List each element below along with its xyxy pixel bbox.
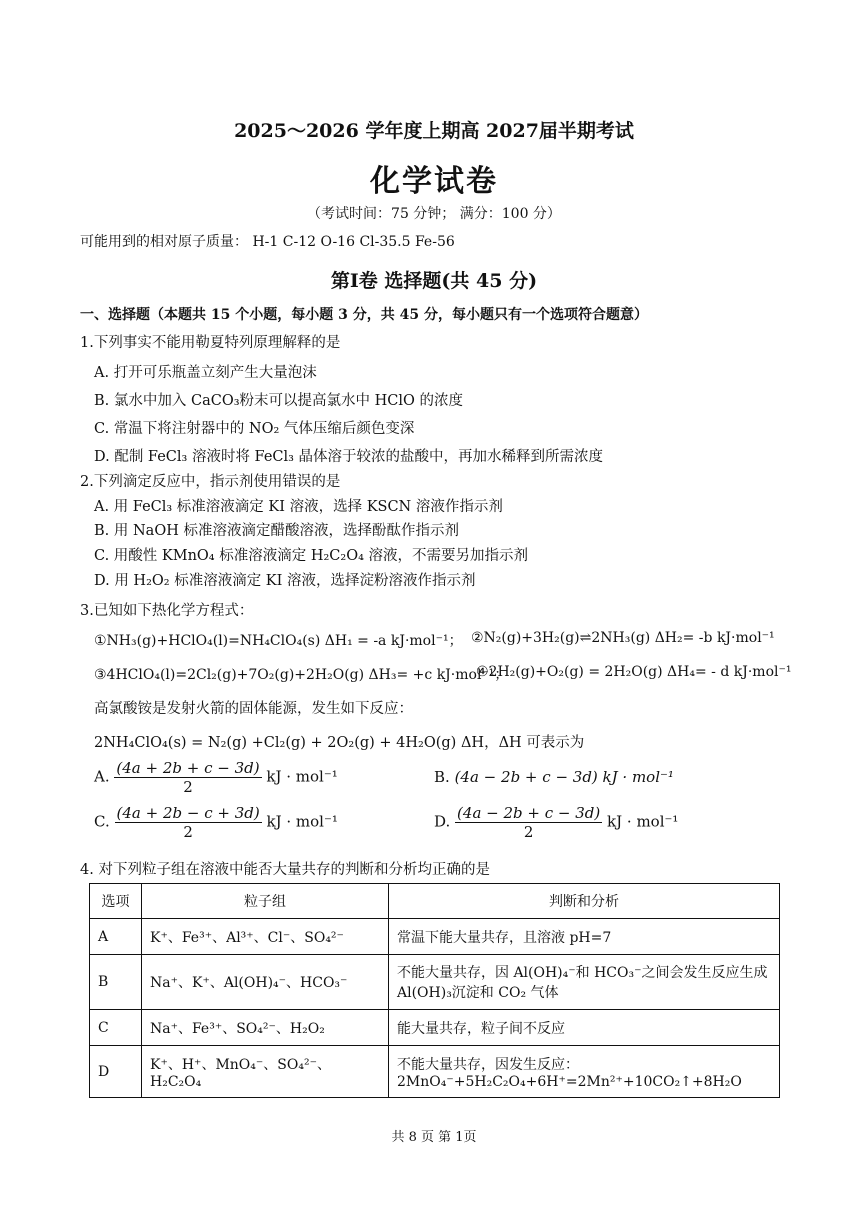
fraction — [114, 759, 261, 796]
question-3-stem: 3.已知如下热化学方程式： — [80, 603, 254, 619]
option-label: A. — [94, 767, 110, 786]
table-cell: K⁺、Fe³⁺、Al³⁺、Cl⁻、SO₄²⁻ — [142, 919, 389, 955]
atomic-masses: 可能用到的相对原子质量： H-1 C-12 O-16 Cl-35.5 Fe-56 — [80, 234, 455, 250]
table-cell: 能大量共存，粒子间不反应 — [389, 1010, 780, 1046]
table-cell: K⁺、H⁺、MnO₄⁻、SO₄²⁻、H₂C₂O₄ — [142, 1046, 389, 1098]
question-2-option-d: D. 用 H₂O₂ 标准溶液滴定 KI 溶液，选择淀粉溶液作指示剂 — [94, 573, 476, 589]
question-1-option-c: C. 常温下将注射器中的 NO₂ 气体压缩后颜色变深 — [94, 421, 415, 437]
q4-table — [89, 883, 780, 1098]
denominator: 2 — [523, 823, 534, 841]
exam-title: 2025～2026 学年度上期高 2027届半期考试 — [234, 120, 634, 142]
exam-info: （考试时间：75 分钟； 满分：100 分） — [307, 206, 561, 222]
table-header: 判断和分析 — [389, 884, 780, 919]
page-footer: 共 8 页 第 1页 — [391, 1130, 477, 1145]
question-4-stem: 4. 对下列粒子组在溶液中能否大量共存的判断和分析均正确的是 — [80, 862, 490, 878]
question-3-option-b — [434, 768, 674, 786]
fraction — [115, 804, 262, 841]
question-2-option-c: C. 用酸性 KMnO₄ 标准溶液滴定 H₂C₂O₄ 溶液，不需要另加指示剂 — [94, 548, 529, 564]
question-2-option-a: A. 用 FeCl₃ 标准溶液滴定 KI 溶液，选择 KSCN 溶液作指示剂 — [94, 499, 503, 515]
table-cell: D — [90, 1046, 142, 1098]
equation-4: ④2H₂(g)+O₂(g) = 2H₂O(g) ΔH₄= - d kJ·mol⁻¹ — [476, 664, 792, 680]
equation-2: ②N₂(g)+3H₂(g)⇌2NH₃(g) ΔH₂= -b kJ·mol⁻¹ — [471, 630, 775, 646]
table-row — [90, 919, 780, 955]
table-cell: C — [90, 1010, 142, 1046]
question-3-context: 高氯酸铵是发射火箭的固体能源，发生如下反应： — [94, 701, 413, 717]
question-1-stem: 1.下列事实不能用勒夏特列原理解释的是 — [80, 335, 341, 351]
unit: kJ · mol⁻¹ — [607, 812, 679, 831]
table-cell: Na⁺、K⁺、Al(OH)₄⁻、HCO₃⁻ — [142, 955, 389, 1010]
question-2-stem: 2.下列滴定反应中，指示剂使用错误的是 — [80, 474, 341, 490]
table-header: 粒子组 — [142, 884, 389, 919]
numerator: (4a + 2b − c + 3d) — [116, 804, 260, 822]
numerator: (4a + 2b + c − 3d) — [116, 759, 260, 777]
question-2-option-b: B. 用 NaOH 标准溶液滴定醋酸溶液，选择酚酞作指示剂 — [94, 523, 459, 539]
table-header: 选项 — [90, 884, 142, 919]
table-cell: 不能大量共存，因 Al(OH)₄⁻和 HCO₃⁻之间会发生反应生成 Al(OH)₃沉淀和 CO₂ 气体 — [389, 955, 780, 1010]
section-title: 一、选择题（本题共 15 个小题，每小题 3 分，共 45 分，每小题只有一个选项符合题意） — [80, 307, 648, 323]
question-1-option-d: D. 配制 FeCl₃ 溶液时将 FeCl₃ 晶体溶于较浓的盐酸中，再加水稀释到所需浓度 — [94, 449, 604, 465]
question-3-option-c — [94, 804, 338, 841]
unit: kJ · mol⁻¹ — [266, 812, 338, 831]
unit: kJ · mol⁻¹ — [266, 767, 338, 786]
option-text: (4a − 2b + c − 3d) kJ · mol⁻¹ — [454, 768, 674, 786]
question-3-option-d — [434, 804, 678, 841]
option-label: B. — [434, 768, 450, 786]
equation-3: ③4HClO₄(l)=2Cl₂(g)+7O₂(g)+2H₂O(g) ΔH₃= +c kJ·mol⁻¹； — [94, 667, 509, 683]
table-cell: 不能大量共存，因发生反应：2MnO₄⁻+5H₂C₂O₄+6H⁺=2Mn²⁺+10CO₂↑+8H₂O — [389, 1046, 780, 1098]
table-header-row — [90, 884, 780, 919]
table-row — [90, 955, 780, 1010]
table-cell: A — [90, 919, 142, 955]
question-3-option-a — [94, 759, 338, 796]
target-reaction: 2NH₄ClO₄(s) = N₂(g) +Cl₂(g) + 2O₂(g) + 4H₂O(g) ΔH，ΔH 可表示为 — [94, 735, 585, 751]
question-1-option-b: B. 氯水中加入 CaCO₃粉末可以提高氯水中 HClO 的浓度 — [94, 393, 463, 409]
table-cell: 常温下能大量共存，且溶液 pH=7 — [389, 919, 780, 955]
numerator: (4a − 2b + c − 3d) — [457, 804, 601, 822]
fraction — [455, 804, 602, 841]
equation-1: ①NH₃(g)+HClO₄(l)=NH₄ClO₄(s) ΔH₁ = -a kJ·mol⁻¹； — [94, 633, 463, 649]
question-1-option-a: A. 打开可乐瓶盖立刻产生大量泡沫 — [94, 365, 317, 381]
part-heading: 第Ⅰ卷 选择题(共 45 分) — [330, 270, 538, 292]
table-cell: Na⁺、Fe³⁺、SO₄²⁻、H₂O₂ — [142, 1010, 389, 1046]
option-label: D. — [434, 812, 451, 831]
denominator: 2 — [183, 778, 193, 796]
denominator: 2 — [183, 823, 193, 841]
table-cell: B — [90, 955, 142, 1010]
subject-title: 化学试卷 — [370, 164, 498, 199]
table-row — [90, 1010, 780, 1046]
option-label: C. — [94, 812, 110, 831]
table-row — [90, 1046, 780, 1098]
